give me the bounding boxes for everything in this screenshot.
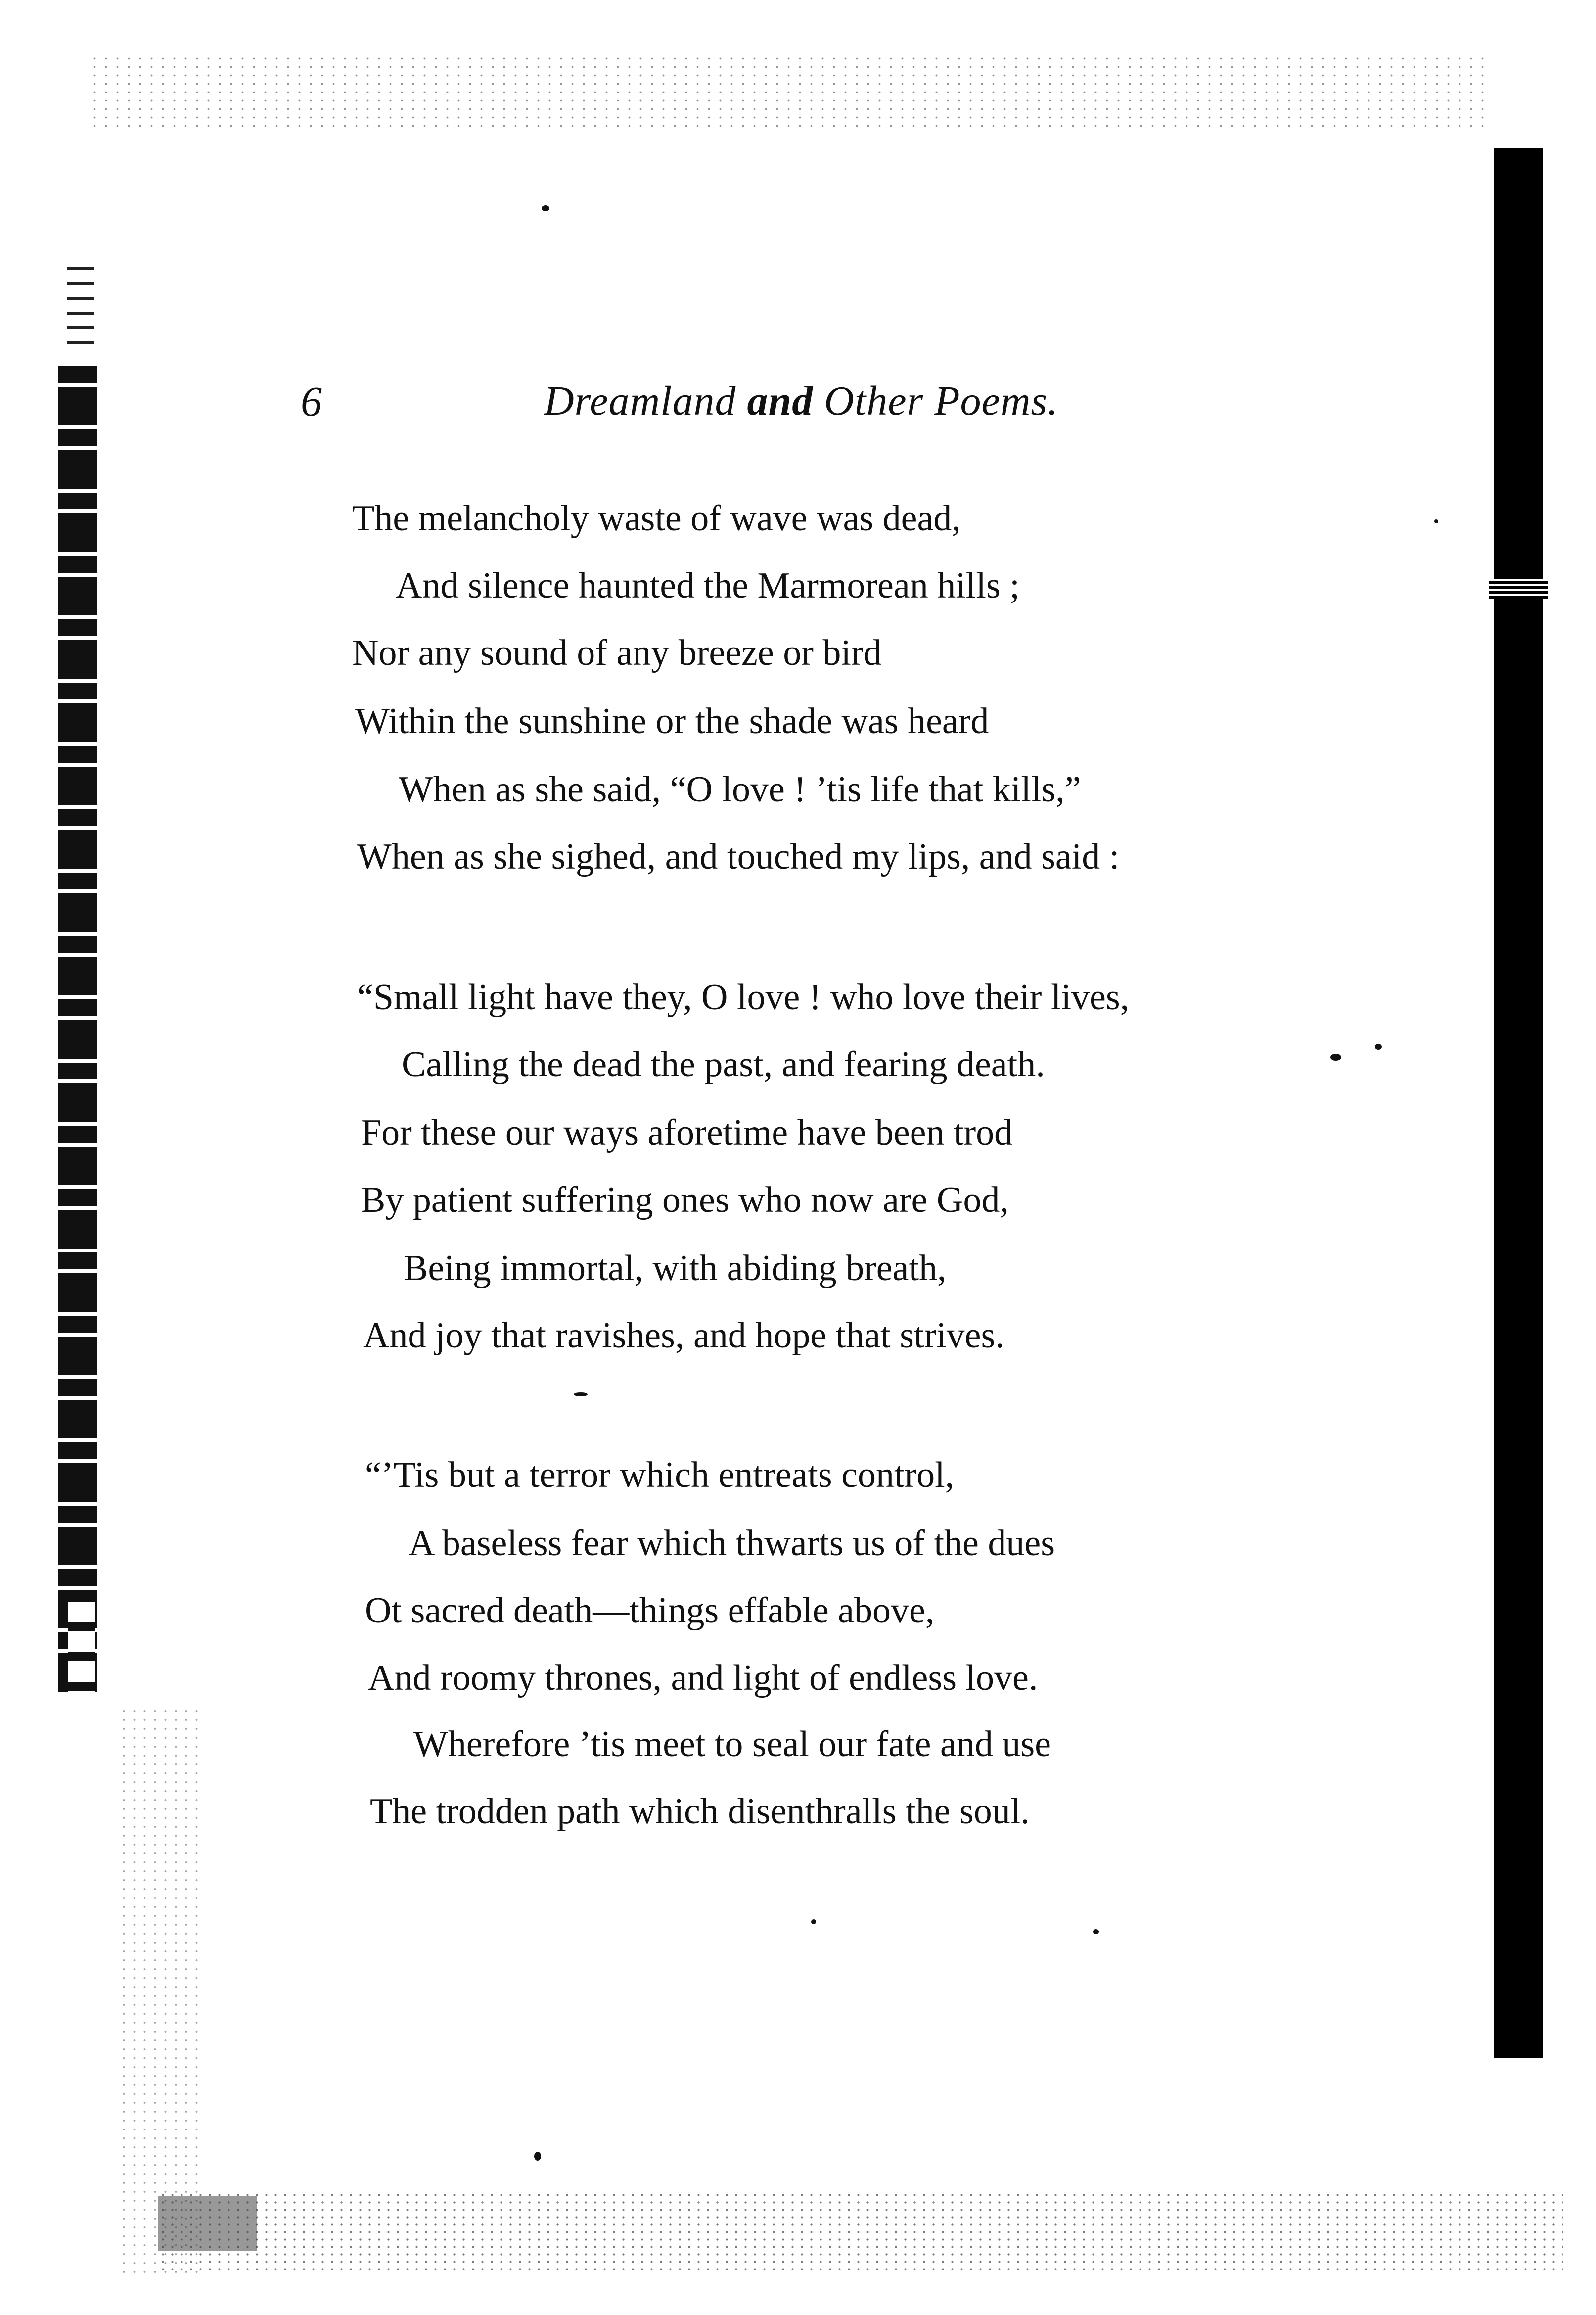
speck: [1093, 1929, 1099, 1934]
running-title: [544, 374, 1058, 428]
running-title-and: and: [747, 378, 814, 424]
poem-line: When as she said, “O love ! ’tis life that kills,”: [399, 769, 1081, 810]
poem-line: When as she sighed, and touched my lips, and said :: [357, 836, 1120, 877]
poem-line: Being immortal, with abiding breath,: [404, 1248, 947, 1289]
page-number: 6: [301, 377, 322, 425]
binding-marks-bottom: [68, 1593, 95, 1702]
speck: [542, 205, 549, 211]
page-edge-speckle-top: [89, 54, 1489, 129]
poem-line: Nor any sound of any breeze or bird: [352, 633, 882, 673]
binding-marks-top: [67, 267, 94, 356]
poem-line: Wherefore ’tis meet to seal our fate and use: [413, 1724, 1051, 1764]
speck: [1434, 519, 1438, 523]
speck: [1375, 1044, 1382, 1050]
poem-line: A baseless fear which thwarts us of the dues: [409, 1523, 1055, 1564]
poem-line: “Small light have they, O love ! who love their lives,: [357, 977, 1130, 1018]
poem-line: For these our ways aforetime have been trod: [361, 1112, 1013, 1153]
poem-line: Within the sunshine or the shade was heard: [355, 701, 989, 741]
running-header: [0, 374, 1596, 428]
poem-line: Calling the dead the past, and fearing death.: [402, 1044, 1045, 1085]
speck: [534, 2152, 541, 2161]
poem-line: And roomy thrones, and light of endless love.: [368, 1658, 1038, 1698]
poem-line: “’Tis but a terror which entreats control,: [365, 1455, 955, 1495]
right-edge-black-bar: [1494, 148, 1543, 2058]
right-edge-bar-notch: [1489, 579, 1548, 599]
running-title-part2: Other Poems.: [813, 378, 1059, 424]
poem-line: The trodden path which disenthralls the soul.: [370, 1791, 1030, 1832]
speck: [1330, 1054, 1341, 1061]
speck: [574, 1392, 588, 1396]
poem-line: The melancholy waste of wave was dead,: [352, 498, 961, 539]
page-edge-speckle-left: [119, 1707, 203, 2275]
binding-strip: [58, 366, 97, 1692]
poem-line: Ot sacred death—things effable above,: [365, 1590, 935, 1631]
running-title-part1: Dreamland: [544, 378, 747, 424]
poem-line: And joy that ravishes, and hope that strives.: [363, 1315, 1004, 1356]
page-edge-speckle-bottom: [158, 2191, 1563, 2275]
page-corner-smudge: [158, 2196, 257, 2251]
speck: [811, 1919, 816, 1924]
poem-line: By patient suffering ones who now are God,: [361, 1180, 1009, 1220]
poem-line: And silence haunted the Marmorean hills ;: [396, 565, 1020, 606]
